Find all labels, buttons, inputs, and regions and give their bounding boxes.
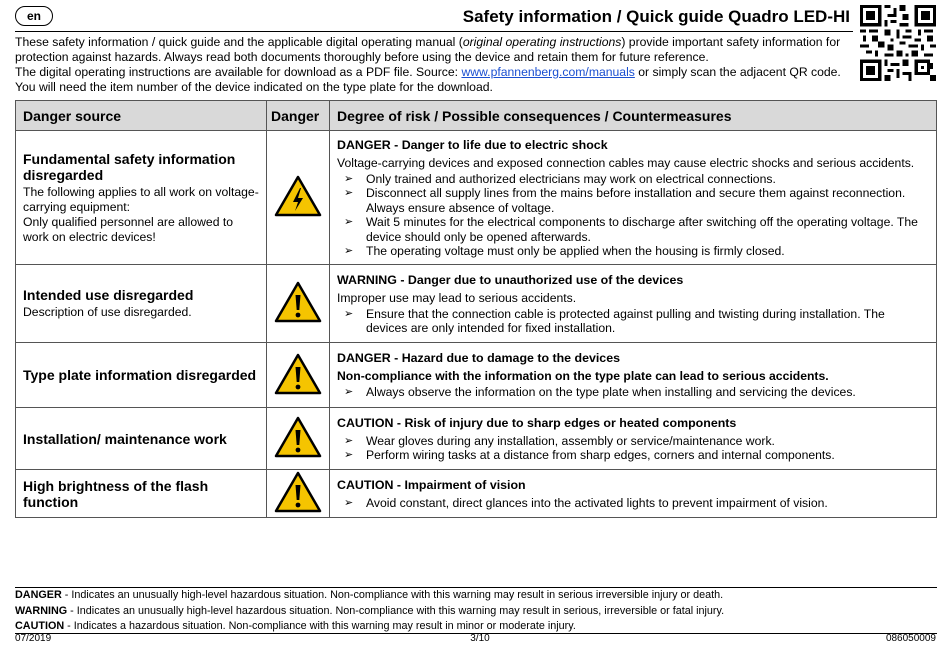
safety-table <box>15 100 937 518</box>
legend-term: DANGER <box>15 589 62 601</box>
general-warning-icon <box>274 471 322 513</box>
table-row <box>16 131 937 265</box>
col-header-danger: Danger <box>267 101 330 131</box>
table-row <box>16 408 937 470</box>
legend-term: WARNING <box>15 604 68 617</box>
risk-description: Voltage-carrying devices and exposed connection cables may cause electric shocks and serious accidents. <box>337 155 915 170</box>
danger-source-cell <box>16 470 267 518</box>
risk-heading: DANGER - Danger to life due to electric shock <box>337 137 608 152</box>
document-number: 086050009 <box>885 633 936 644</box>
risk-cell <box>330 408 937 470</box>
countermeasure-item: ➢ Perform wiring tasks at a distance from sharp edges, corners and internal components. <box>337 448 929 463</box>
page-number: 3/10 <box>470 633 490 644</box>
danger-source-cell <box>16 265 267 343</box>
danger-source-text: Description of use disregarded. <box>23 305 192 319</box>
danger-icon-cell <box>267 343 330 408</box>
risk-cell <box>330 265 937 343</box>
countermeasure-item: ➢ Disconnect all supply lines from the mains before installation and secure them against reconnection. Always ensure absence of voltage. <box>337 186 929 215</box>
intro-paragraph-2 <box>15 65 860 80</box>
intro-text-part: These safety information / quick guide and the applicable digital operating manual ( <box>15 35 463 49</box>
signal-word-legend <box>15 588 937 635</box>
danger-source-text: Only qualified personnel are allowed to work on electric devices! <box>23 214 234 244</box>
legend-text: - Indicates an unusually high-level hazardous situation. Non-compliance with this warning may result in serious, irreversible or fatal injury. <box>67 604 725 617</box>
countermeasure-item: ➢ Only trained and authorized electricians may work on electrical connections. <box>337 172 929 187</box>
danger-source-text: The following applies to all work on voltage-carrying equipment: <box>23 184 259 214</box>
legend-text: - Indicates a hazardous situation. Non-compliance with this warning may result in minor or moderate injury. <box>64 620 576 632</box>
danger-source-cell <box>16 343 267 408</box>
risk-heading: WARNING - Danger due to unauthorized use of the devices <box>337 272 684 287</box>
general-warning-icon <box>274 416 322 458</box>
qr-code-icon[interactable] <box>860 5 936 81</box>
manuals-link[interactable]: www.pfannenberg.com/manuals <box>461 65 635 79</box>
risk-cell <box>330 131 937 265</box>
countermeasure-list <box>337 434 929 463</box>
danger-source-cell <box>16 131 267 265</box>
general-warning-icon <box>274 353 322 395</box>
risk-description: Non-compliance with the information on the type plate can lead to serious accidents. <box>337 369 829 384</box>
legend-item <box>15 588 937 604</box>
intro-text <box>15 35 860 95</box>
risk-cell <box>330 343 937 408</box>
legend-text: - Indicates an unusually high-level hazardous situation. Non-compliance with this warning may result in serious irreversible injury or death. <box>61 589 724 601</box>
countermeasure-list <box>337 385 929 400</box>
countermeasure-list <box>337 307 929 336</box>
intro-text-part: ) provide important safety information for protection against hazards. Always read both documents thoroughly before using the device and retain them for future reference. <box>15 35 841 64</box>
legend-item <box>15 604 937 620</box>
col-header-danger-source: Danger source <box>16 101 267 131</box>
table-header-row <box>16 101 937 131</box>
danger-icon-cell <box>267 408 330 470</box>
risk-heading: CAUTION - Risk of injury due to sharp edges or heated components <box>337 415 737 430</box>
danger-icon-cell <box>267 131 330 265</box>
intro-paragraph-3: You will need the item number of the device indicated on the type plate for the download. <box>15 80 493 94</box>
danger-source-title: Installation/ maintenance work <box>23 430 227 447</box>
risk-cell <box>330 470 937 518</box>
danger-icon-cell <box>267 265 330 343</box>
document-title: Safety information / Quick guide Quadro LED-HI <box>462 7 850 26</box>
table-row <box>16 470 937 518</box>
countermeasure-item: ➢ Always observe the information on the type plate when installing and servicing the devices. <box>337 385 929 400</box>
countermeasure-item: ➢ Wear gloves during any installation, assembly or service/maintenance work. <box>337 434 929 449</box>
electric-hazard-icon <box>274 175 322 217</box>
countermeasure-item: ➢ Wait 5 minutes for the electrical components to discharge after switching off the operating voltage. The device should only be opened afterwards. <box>337 215 929 244</box>
danger-source-title: Type plate information disregarded <box>23 367 257 383</box>
footer-date: 07/2019 <box>15 633 52 644</box>
risk-heading: CAUTION - Impairment of vision <box>337 477 526 492</box>
intro-paragraph-1 <box>15 35 860 65</box>
table-row <box>16 265 937 343</box>
danger-source-cell <box>16 408 267 470</box>
countermeasure-item: ➢ The operating voltage must only be applied when the housing is firmly closed. <box>337 244 929 259</box>
countermeasure-list <box>337 172 929 259</box>
danger-icon-cell <box>267 470 330 518</box>
danger-source-title: High brightness of the flash function <box>23 477 209 510</box>
title-rule <box>15 31 853 32</box>
intro-text-part: The digital operating instructions are available for download as a PDF file. Source: <box>15 65 462 79</box>
countermeasure-item: ➢ Avoid constant, direct glances into the activated lights to prevent impairment of vision. <box>337 496 929 511</box>
risk-description: Improper use may lead to serious accidents. <box>337 290 577 305</box>
risk-heading: DANGER - Hazard due to damage to the devices <box>337 351 620 366</box>
col-header-risk: Degree of risk / Possible consequences / Countermeasures <box>330 101 937 131</box>
legend-term: CAUTION <box>15 620 65 632</box>
danger-source-title: Fundamental safety information disregarded <box>23 150 236 183</box>
intro-emphasis: original operating instructions <box>462 35 622 49</box>
countermeasure-list <box>337 496 929 511</box>
language-badge: en <box>15 6 53 26</box>
countermeasure-item: ➢ Ensure that the connection cable is protected against pulling and twisting during installation. The devices are only intended for fixed installation. <box>337 307 929 336</box>
danger-source-title: Intended use disregarded <box>23 287 194 303</box>
general-warning-icon <box>274 281 322 323</box>
table-row <box>16 343 937 408</box>
intro-text-part: or simply scan the adjacent QR code. <box>634 65 841 79</box>
